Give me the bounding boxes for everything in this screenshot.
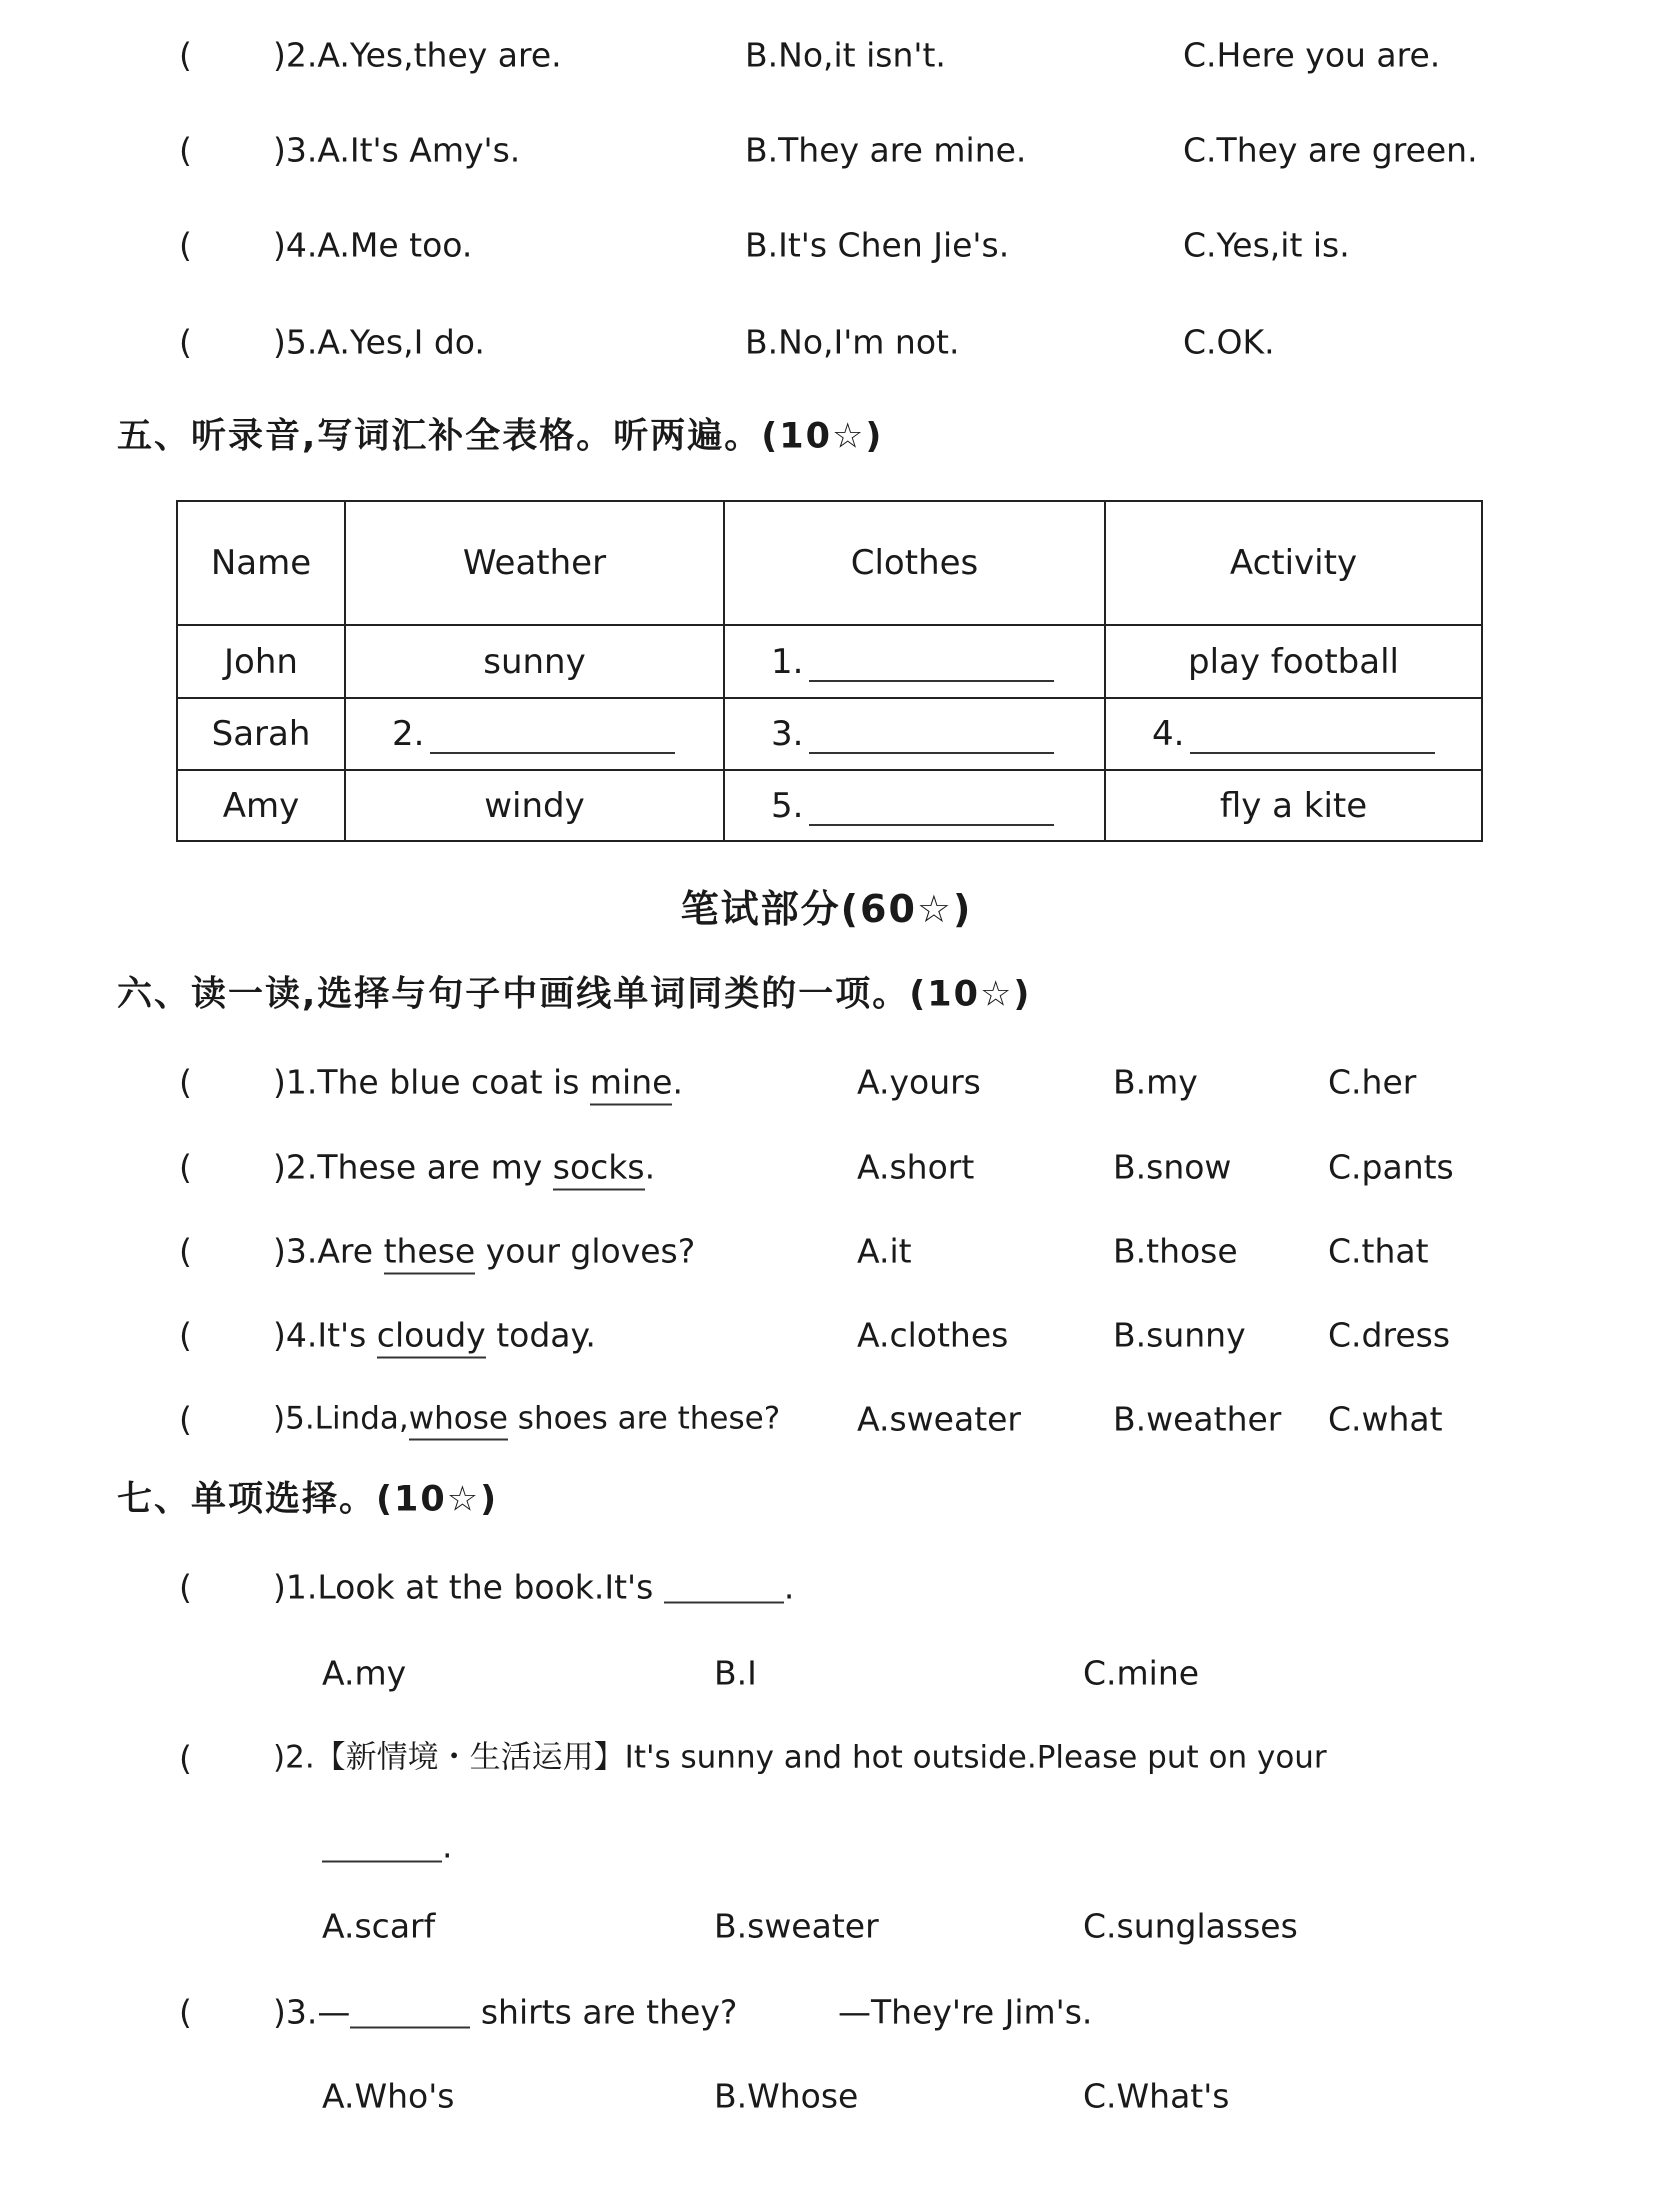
cell-weather-blank[interactable]: 2. [345, 698, 724, 770]
section7-title: 七、单项选择。(10☆) [117, 1479, 499, 1520]
written-part-title: 笔试部分(60☆) [680, 887, 973, 931]
answer-text: —They're Jim's. [838, 1992, 1093, 2032]
question-number: )2.A.Yes,they are. [273, 35, 562, 75]
option-b: B.sunny [1113, 1315, 1246, 1355]
answer-bracket[interactable]: ( [179, 1992, 192, 2032]
answer-bracket[interactable]: ( [179, 225, 192, 265]
option-a: A.short [857, 1147, 975, 1187]
table-row [177, 770, 1482, 841]
answer-bracket[interactable]: ( [179, 1567, 192, 1607]
answer-bracket[interactable]: ( [179, 1315, 192, 1355]
cell-clothes-blank[interactable]: 3. [724, 698, 1105, 770]
question-text: )4.It's cloudy today. [273, 1319, 596, 1352]
question-number: )3.A.It's Amy's. [273, 130, 521, 170]
option-c: C.sunglasses [1083, 1906, 1298, 1946]
option-c: C.that [1328, 1231, 1429, 1271]
option-a: A.it [857, 1231, 912, 1271]
cell-activity-blank[interactable]: 4. [1105, 698, 1482, 770]
section5-title: 五、听录音,写词汇补全表格。听两遍。(10☆) [117, 416, 884, 457]
option-b: B.I [714, 1653, 757, 1693]
option-c: C.her [1328, 1062, 1417, 1102]
listening-table [176, 500, 1483, 842]
table-row [177, 698, 1482, 770]
answer-bracket[interactable]: ( [179, 35, 192, 75]
option-b: B.Whose [714, 2076, 859, 2116]
answer-bracket[interactable]: ( [179, 1062, 192, 1102]
option-c: C.What's [1083, 2076, 1230, 2116]
option-b: B.my [1113, 1062, 1198, 1102]
cell-clothes-blank[interactable]: 5. [724, 770, 1105, 841]
cell-name: John [177, 625, 345, 698]
option-b: B.sweater [714, 1906, 879, 1946]
cell-clothes-blank[interactable]: 1. [724, 625, 1105, 698]
option-c: C.OK. [1183, 322, 1275, 362]
question-number: )5.A.Yes,I do. [273, 322, 485, 362]
table-row [177, 625, 1482, 698]
question-text: )3.— shirts are they? [273, 1992, 738, 2032]
option-b: B.those [1113, 1231, 1238, 1271]
option-a: A.my [322, 1653, 407, 1693]
question-text: )5.Linda,whose shoes are these? [273, 1404, 780, 1435]
option-c: C.mine [1083, 1653, 1200, 1693]
question-blank-line: . [322, 1830, 453, 1863]
section6-title: 六、读一读,选择与句子中画线单词同类的一项。(10☆) [117, 974, 1032, 1015]
option-b: B.No,it isn't. [745, 35, 946, 75]
answer-bracket[interactable]: ( [179, 1399, 192, 1439]
option-a: A.Who's [322, 2076, 455, 2116]
question-text: )2.These are my socks. [273, 1151, 655, 1184]
option-c: C.They are green. [1183, 130, 1478, 170]
option-c: C.dress [1328, 1315, 1451, 1355]
option-b: B.weather [1113, 1399, 1282, 1439]
question-number: )4.A.Me too. [273, 225, 473, 265]
option-b: B.They are mine. [745, 130, 1027, 170]
cell-activity: fly a kite [1105, 770, 1482, 841]
answer-bracket[interactable]: ( [179, 1738, 192, 1778]
option-c: C.Yes,it is. [1183, 225, 1350, 265]
option-b: B.snow [1113, 1147, 1232, 1187]
option-b: B.No,I'm not. [745, 322, 960, 362]
answer-bracket[interactable]: ( [179, 322, 192, 362]
option-c: C.what [1328, 1399, 1443, 1439]
option-c: C.Here you are. [1183, 35, 1441, 75]
question-text: )3.Are these your gloves? [273, 1235, 695, 1268]
question-text: )2.【新情境・生活运用】It's sunny and hot outside.Please put on your [273, 1739, 1327, 1776]
header-clothes: Clothes [724, 501, 1105, 625]
option-c: C.pants [1328, 1147, 1454, 1187]
answer-bracket[interactable]: ( [179, 1147, 192, 1187]
question-text: )1.The blue coat is mine. [273, 1066, 683, 1099]
fill-blank [322, 1831, 442, 1863]
option-a: A.sweater [857, 1399, 1022, 1439]
header-activity: Activity [1105, 501, 1482, 625]
header-name: Name [177, 501, 345, 625]
question-text: )1.Look at the book.It's . [273, 1567, 795, 1607]
fill-blank [664, 1572, 784, 1604]
option-a: A.clothes [857, 1315, 1009, 1355]
header-weather: Weather [345, 501, 724, 625]
option-a: A.scarf [322, 1906, 436, 1946]
answer-bracket[interactable]: ( [179, 1231, 192, 1271]
cell-weather: windy [345, 770, 724, 841]
cell-name: Sarah [177, 698, 345, 770]
fill-blank [350, 1997, 470, 2029]
table-header-row [177, 501, 1482, 625]
cell-activity: play football [1105, 625, 1482, 698]
answer-bracket[interactable]: ( [179, 130, 192, 170]
option-a: A.yours [857, 1062, 981, 1102]
cell-weather: sunny [345, 625, 724, 698]
cell-name: Amy [177, 770, 345, 841]
option-b: B.It's Chen Jie's. [745, 225, 1010, 265]
